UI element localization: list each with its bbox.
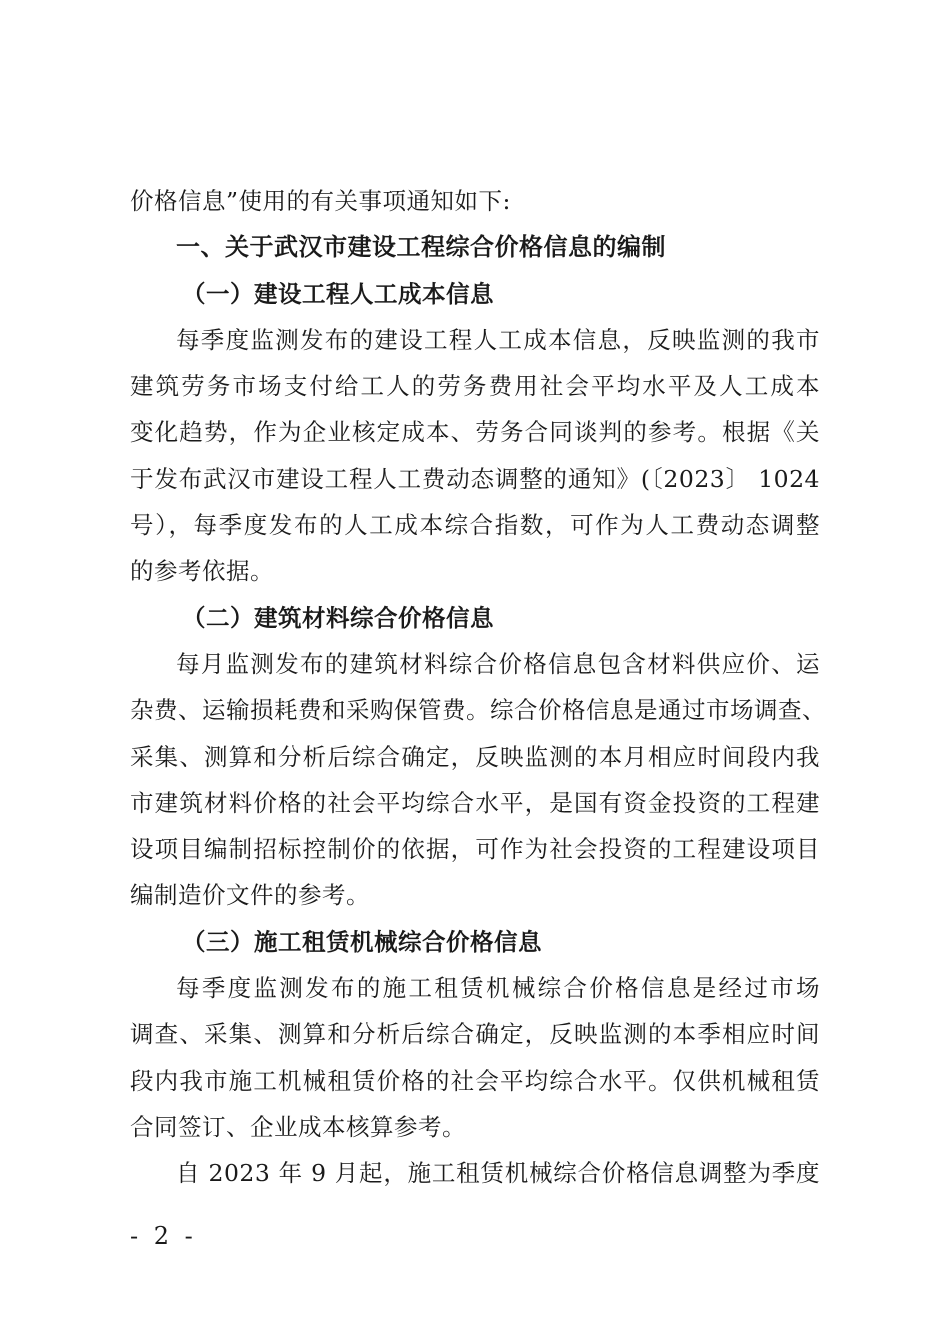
body-line: 段内我市施工机械租赁价格的社会平均综合水平。仅供机械租赁 [130,1066,820,1095]
body-line: 自 2023 年 9 月起，施工租赁机械综合价格信息调整为季度 [176,1159,820,1188]
document-body [130,178,826,1197]
body-line: 调查、采集、测算和分析后综合确定，反映监测的本季相应时间 [130,1020,820,1049]
body-line: 于发布武汉市建设工程人工费动态调整的通知》(〔2023〕 1024 [130,464,820,493]
subsection-heading: （二）建筑材料综合价格信息 [182,603,494,632]
body-line: 合同签订、企业成本核算参考。 [130,1112,466,1141]
subsection-heading: （一）建设工程人工成本信息 [182,279,494,308]
body-line: 编制造价文件的参考。 [130,881,370,910]
body-line: 设项目编制招标控制价的依据，可作为社会投资的工程建设项目 [130,835,820,864]
body-line: 号），每季度发布的人工成本综合指数，可作为人工费动态调整 [130,511,820,540]
body-line: 的参考依据。 [130,557,274,586]
body-line: 每月监测发布的建筑材料综合价格信息包含材料供应价、运 [176,649,820,678]
body-line: 变化趋势，作为企业核定成本、劳务合同谈判的参考。根据《关 [130,418,820,447]
body-line: 杂费、运输损耗费和采购保管费。综合价格信息是通过市场调查、 [130,696,826,725]
body-line: 市建筑材料价格的社会平均综合水平，是国有资金投资的工程建 [130,788,820,817]
body-line: 采集、测算和分析后综合确定，反映监测的本月相应时间段内我 [130,742,820,771]
body-line: 建筑劳务市场支付给工人的劳务费用社会平均水平及人工成本 [130,372,820,401]
body-line: 每季度监测发布的施工租赁机械综合价格信息是经过市场 [176,974,820,1003]
subsection-heading: （三）施工租赁机械综合价格信息 [182,927,542,956]
body-line: 每季度监测发布的建设工程人工成本信息，反映监测的我市 [176,325,820,354]
section-heading: 一、关于武汉市建设工程综合价格信息的编制 [176,233,666,262]
page-number: - 2 - [130,1222,197,1250]
body-line: 价格信息”使用的有关事项通知如下: [130,187,511,215]
